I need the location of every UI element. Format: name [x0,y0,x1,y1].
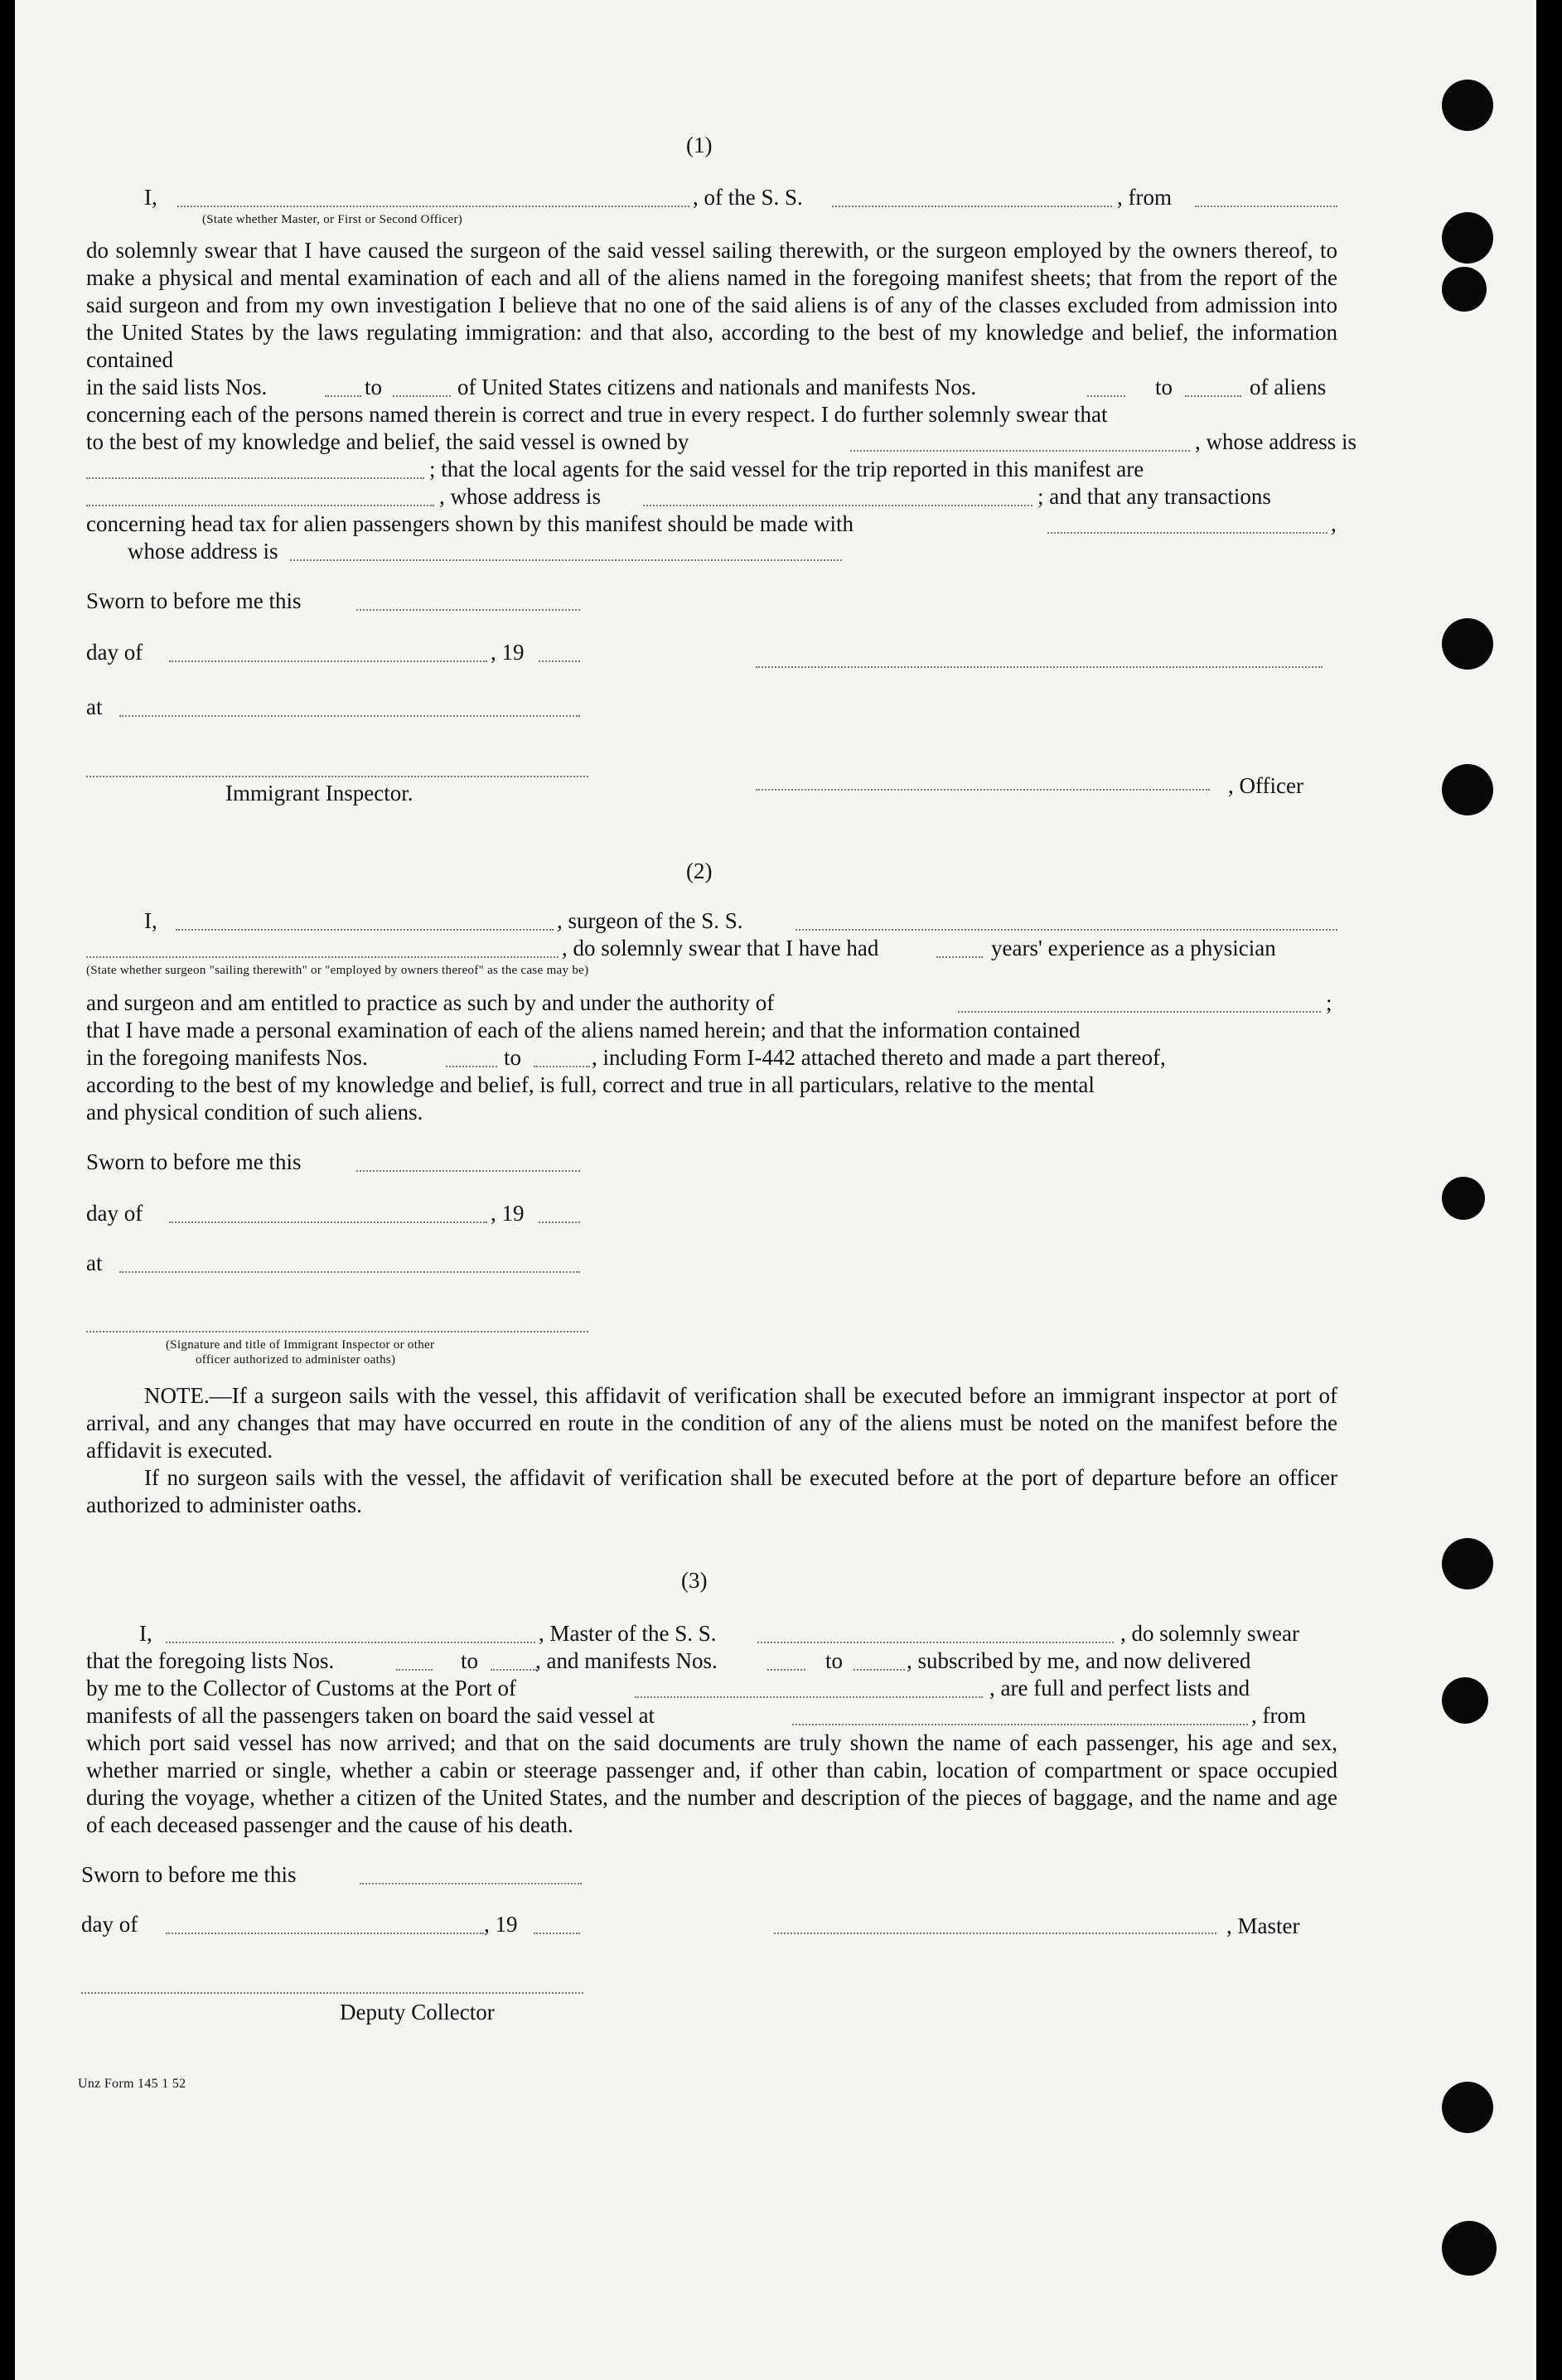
s1-ship-name-field[interactable] [832,206,1112,207]
form-page [15,0,1536,2380]
s3-port-of-departure-field[interactable] [792,1724,1248,1725]
s1-manifests-from-field[interactable] [1087,395,1125,397]
s1-inspector-label: Immigrant Inspector. [225,781,413,805]
s2-form-label: , including Form I-442 attached thereto and made a part thereof, [592,1045,1166,1070]
s2-authority-field[interactable] [958,1011,1321,1013]
s3-day-of-label: day of [81,1912,138,1937]
s3-lists-from-field[interactable] [396,1669,433,1671]
s2-ship-name-field[interactable] [796,929,1337,931]
s1-officer-label: , Officer [1228,773,1303,798]
s2-i-label: I, [144,908,157,933]
s1-manifests-to-field[interactable] [1185,395,1241,397]
s1-agents-field[interactable] [86,505,434,506]
s1-i-label: I, [144,185,157,210]
s1-year-label: , 19 [491,640,525,665]
s2-foregoing-label: in the foregoing manifests Nos. [86,1045,368,1070]
s3-ship-name-field[interactable] [757,1642,1114,1643]
binder-hole [1442,80,1493,131]
s2-surgeon-of-ss-label: , surgeon of the S. S. [557,908,743,933]
s1-agents-address-field[interactable] [643,505,1032,506]
section-2-number: (2) [686,859,713,883]
s1-owner-field[interactable] [850,450,1190,452]
s3-full-lists-label: , are full and perfect lists and [989,1676,1250,1700]
s2-authority-semicolon: ; [1326,990,1332,1015]
s3-swear-label: , do solemnly swear [1120,1621,1299,1646]
s3-manifests-all-label: manifests of all the passengers taken on board the said vessel at [86,1703,655,1728]
s3-master-label: , Master [1226,1913,1300,1938]
s1-day-of-label: day of [86,640,143,665]
s1-manifests-to-label: to [1155,375,1173,399]
s2-manifests-to-label: to [504,1045,522,1070]
s3-lists-label: that the foregoing lists Nos. [86,1648,335,1673]
s1-paragraph-a: do solemnly swear that I have caused the surgeon of the said vessel sailing therewith, or the surgeon employed by the owners thereof, to make a physical and mental examination of each and all of the aliens named in the foregoing manifest sheets; that from the report of the said surgeon and from my own investigation I believe that no one of the said aliens is of any of the classes excluded from admission into the United States by the laws regulating immigration: and that also, according to the best of my knowledge and belief, the information contained [86,238,1337,372]
s1-headtax-label: concerning head tax for alien passengers shown by this manifest should be made with [86,511,854,536]
s1-lists-to-field[interactable] [393,395,451,397]
s3-master-of-ss-label: , Master of the S. S. [539,1621,717,1646]
s3-deputy-signature-line[interactable] [81,1992,583,1994]
s3-manifests-from-field[interactable] [767,1669,805,1671]
s1-sworn-field[interactable] [356,609,580,611]
s2-sworn-field[interactable] [356,1170,580,1172]
s2-authority-label: and surgeon and am entitled to practice as such by and under the authority of [86,990,775,1015]
s1-agents-label: ; that the local agents for the said vessel for the trip reported in this manifest are [429,457,1144,481]
s1-whose-address-field[interactable] [290,559,842,561]
s2-exam-line: that I have made a personal examination of each of the aliens named herein; and that the information contained [86,1018,1081,1042]
s2-manifests-from-field[interactable] [446,1066,497,1067]
s2-swear-label: , do solemnly swear that I have had [562,936,879,960]
s1-signature-line[interactable] [756,666,1323,668]
s3-paragraph: which port said vessel has now arrived; and that on the said documents are truly shown the name of each passenger, his age and sex, whether married or single, whether a cabin or steerage passenger and, if other than cabin, location of compartment or space occupied during the voyage, whether a citizen of the United States, and the number and description of the pieces of baggage, and the name and age of each deceased passenger and the cause of his death. [86,1730,1337,1837]
s2-at-label: at [86,1250,103,1275]
s1-aliens-label: of aliens [1250,375,1327,399]
s3-sworn-label: Sworn to before me this [81,1862,297,1887]
s2-surgeon-name-field[interactable] [176,929,554,931]
s2-surgeon-status-field[interactable] [86,956,559,958]
s2-signature-note-1: (Signature and title of Immigrant Inspector or other [166,1338,435,1352]
binder-hole [1442,618,1493,670]
s1-whose-address-label: whose address is [128,539,278,564]
binder-hole [1442,1677,1488,1724]
binder-hole [1442,267,1487,312]
s1-agents-address-label: , whose address is [439,484,601,509]
s2-experience-label: years' experience as a physician [991,936,1276,960]
s1-lists-to-label: to [365,375,383,399]
s1-paragraph-b: concerning each of the persons named therein is correct and true in every respect. I do further solemnly swear that [86,402,1108,427]
s3-from-label: , from [1251,1703,1306,1728]
s1-transactions-label: ; and that any transactions [1037,484,1271,509]
s3-port-field[interactable] [635,1696,983,1698]
s3-lists-to-label: to [461,1648,479,1673]
s2-signature-line[interactable] [86,1331,588,1333]
s1-owner-address-field[interactable] [86,477,424,479]
binder-hole [1442,1177,1485,1220]
binder-hole [1442,764,1493,815]
s1-headtax-comma: , [1331,511,1337,536]
s1-day-field[interactable] [169,660,487,662]
section-1-number: (1) [686,133,713,157]
binder-hole [1442,2082,1493,2133]
s3-manifests-label: , and manifests Nos. [535,1648,718,1673]
s1-year-field[interactable] [539,660,580,662]
s1-from-field[interactable] [1195,206,1337,207]
s3-subscribed-label: , subscribed by me, and now delivered [907,1648,1251,1673]
s1-of-ss-label: , of the S. S. [693,185,803,210]
s1-citizens-label: of United States citizens and nationals and manifests Nos. [457,375,977,399]
s1-inspector-signature-line[interactable] [86,776,588,777]
s1-officer-name-field[interactable] [177,206,689,207]
s1-at-label: at [86,694,103,719]
s3-year-label: , 19 [484,1912,518,1937]
s1-at-field[interactable] [119,715,580,717]
s1-from-label: , from [1117,185,1172,210]
s1-lists-label: in the said lists Nos. [86,375,268,399]
s3-deputy-label: Deputy Collector [340,2000,495,2024]
s1-officer-note: (State whether Master, or First or Second Officer) [202,213,463,226]
s2-at-field[interactable] [119,1271,580,1273]
s1-owned-label: to the best of my knowledge and belief, the said vessel is owned by [86,429,689,454]
s2-year-field[interactable] [539,1221,580,1223]
s2-manifests-to-field[interactable] [534,1066,590,1067]
s3-master-signature-line[interactable] [774,1933,1216,1934]
s3-sworn-field[interactable] [360,1883,582,1884]
s2-sworn-label: Sworn to before me this [86,1149,302,1174]
s2-day-of-label: day of [86,1201,143,1226]
s3-year-field[interactable] [534,1933,580,1934]
s3-day-field[interactable] [166,1933,484,1934]
s2-belief-line: according to the best of my knowledge and belief, is full, correct and true in all particulars, relative to the mental [86,1072,1095,1097]
s3-manifests-to-label: to [825,1648,844,1673]
s3-i-label: I, [139,1621,152,1646]
s1-headtax-field[interactable] [1047,532,1327,534]
note-paragraph-2: If no surgeon sails with the vessel, the affidavit of verification shall be executed before at the port of departure before an officer authorized to administer oaths. [86,1465,1337,1517]
s3-master-name-field[interactable] [166,1642,535,1643]
s2-signature-note-2: officer authorized to administer oaths) [196,1353,396,1367]
s1-owner-address-label: , whose address is [1195,429,1356,454]
s1-sworn-label: Sworn to before me this [86,588,302,613]
binder-hole [1442,2221,1497,2276]
s2-year-label: , 19 [491,1201,525,1226]
s2-day-field[interactable] [169,1221,487,1223]
form-id-label: Unz Form 145 1 52 [78,2077,186,2091]
s3-lists-to-field[interactable] [491,1669,537,1671]
s1-officer-signature-line[interactable] [756,789,1210,791]
s2-years-field[interactable] [936,956,983,958]
s2-physical-line: and physical condition of such aliens. [86,1100,423,1125]
binder-hole [1442,1538,1493,1589]
section-3-number: (3) [681,1568,708,1593]
s2-surgeon-note: (State whether surgeon "sailing therewith" or "employed by owners thereof" as the case may be) [86,964,589,977]
note-paragraph-1: NOTE.—If a surgeon sails with the vessel, this affidavit of verification shall be executed before an immigrant inspector at port of arrival, and any changes that may have occurred en route in the condition of any of the aliens must be noted on the manifest before the affidavit is executed. [86,1383,1337,1463]
s3-collector-label: by me to the Collector of Customs at the Port of [86,1676,516,1700]
s1-lists-from-field[interactable] [325,395,361,397]
s3-manifests-to-field[interactable] [854,1669,905,1671]
binder-hole [1442,212,1493,264]
